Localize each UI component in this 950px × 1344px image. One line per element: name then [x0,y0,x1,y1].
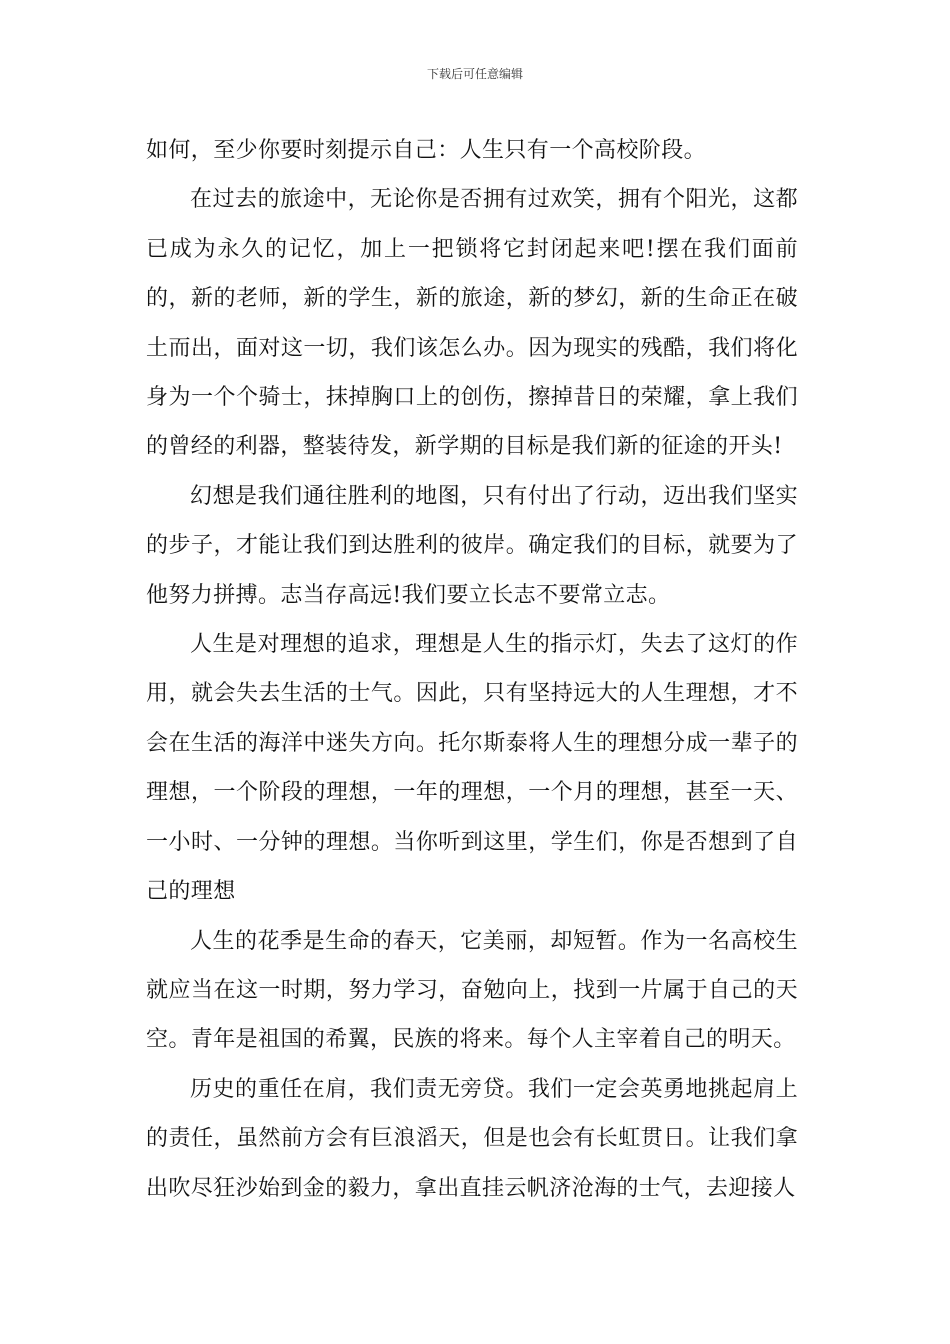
document-body [146,126,798,1213]
paragraph-3: 幻想是我们通往胜利的地图，只有付出了行动，迈出我们坚实的步子，才能让我们到达胜利的彼岸。确定我们的目标，就要为了他努力拼搏。志当存高远!我们要立长志不要常立志。 [146,483,798,608]
paragraph-1: 如何，至少你要时刻提示自己：人生只有一个高校阶段。 [146,138,707,163]
paragraph-4: 人生是对理想的追求，理想是人生的指示灯，失去了这灯的作用，就会失去生活的士气。因此，只有坚持远大的人生理想，才不会在生活的海洋中迷失方向。托尔斯泰将人生的理想分成一辈子的理想，一个阶段的理想，一年的理想，一个月的理想，甚至一天、一小时、一分钟的理想。当你听到这里，学生们，你是否想到了自己的理想 [146,632,798,905]
page-header: 下载后可任意编辑 [426,67,523,81]
paragraph-5: 人生的花季是生命的春天，它美丽，却短暂。作为一名高校生就应当在这一时期，努力学习，奋勉向上，找到一片属于自己的天空。青年是祖国的希翼，民族的将来。每个人主宰着自己的明天。 [146,928,798,1053]
paragraph-6: 历史的重任在肩，我们责无旁贷。我们一定会英勇地挑起肩上的责任，虽然前方会有巨浪滔天，但是也会有长虹贯日。让我们拿出吹尽狂沙始到金的毅力，拿出直挂云帆济沧海的士气，去迎接人 [146,1076,798,1201]
paragraph-2: 在过去的旅途中，无论你是否拥有过欢笑，拥有个阳光，这都已成为永久的记忆，加上一把锁将它封闭起来吧!摆在我们面前的，新的老师，新的学生，新的旅途，新的梦幻，新的生命正在破土而出，面对这一切，我们该怎么办。因为现实的残酷，我们将化身为一个个骑士，抹掉胸口上的创伤，擦掉昔日的荣耀，拿上我们的曾经的利器，整装待发，新学期的目标是我们新的征途的开头! [146,187,798,460]
